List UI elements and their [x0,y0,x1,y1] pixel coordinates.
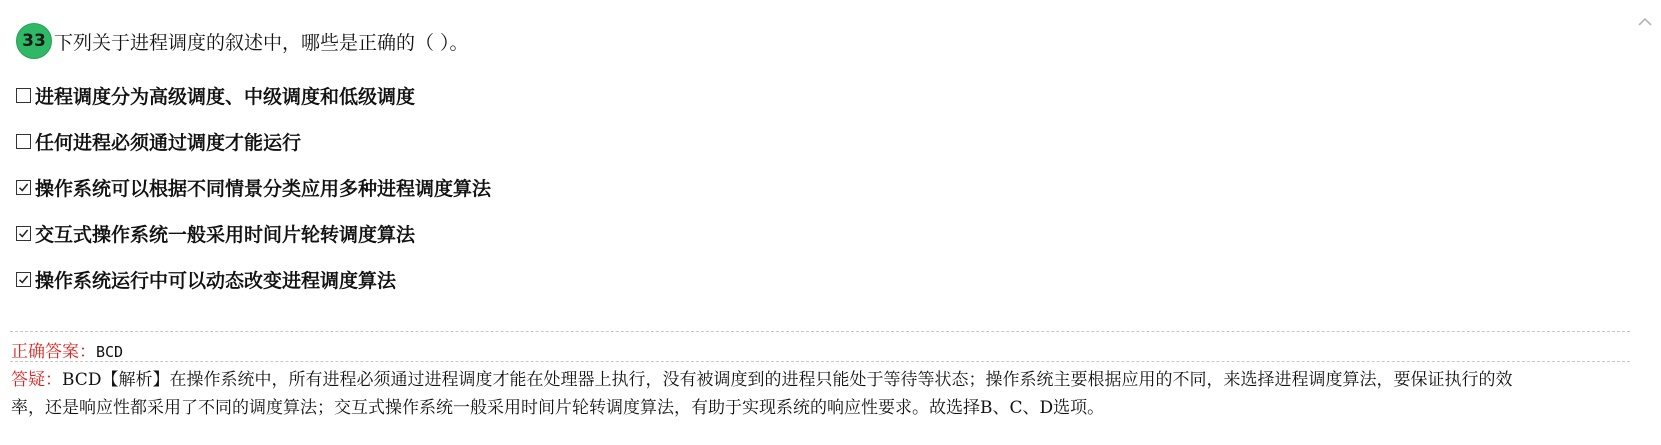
question-text: 下列关于进程调度的叙述中，哪些是正确的（ ）。 [54,31,469,54]
checkbox-d[interactable] [16,226,31,241]
checkbox-c[interactable] [16,180,31,195]
option-b[interactable] [16,126,301,156]
correct-answer [11,337,123,362]
question-number-badge: 33 [16,23,52,59]
checkmark-icon [18,228,29,239]
option-c[interactable] [16,172,491,202]
correct-answer-label: 正确答案： [11,342,96,362]
option-e[interactable] [16,264,396,294]
checkbox-a[interactable] [16,88,31,103]
explanation-label: 答疑： [11,370,62,390]
option-d[interactable] [16,218,415,248]
option-e-label: 操作系统运行中可以动态改变进程调度算法 [35,269,397,292]
correct-answer-value: BCD [96,343,124,361]
scroll-up-icon[interactable] [1637,14,1653,30]
checkmark-icon [18,182,29,193]
explanation-text: BCD【解析】在操作系统中，所有进程必须通过进程调度才能在处理器上执行，没有被调度到的进程只能处于等待等状态；操作系统主要根据应用的不同，来选择进程调度算法，要保证执行的效率，还是响应性都采用了不同的调度算法；交互式操作系统一般采用时间片轮转调度算法，有助于实现系统的响应性要求。故选择B、C、D选项。 [11,370,1513,418]
option-d-label: 交互式操作系统一般采用时间片轮转调度算法 [35,223,416,246]
divider [10,361,1630,362]
option-a-label: 进程调度分为高级调度、中级调度和低级调度 [35,85,416,108]
option-a[interactable] [16,80,415,110]
divider [10,331,1630,332]
explanation [11,366,1541,422]
option-c-label: 操作系统可以根据不同情景分类应用多种进程调度算法 [35,177,492,200]
checkbox-b[interactable] [16,134,31,149]
checkbox-e[interactable] [16,272,31,287]
question-header [16,22,469,60]
checkmark-icon [18,274,29,285]
option-b-label: 任何进程必须通过调度才能运行 [35,131,302,154]
